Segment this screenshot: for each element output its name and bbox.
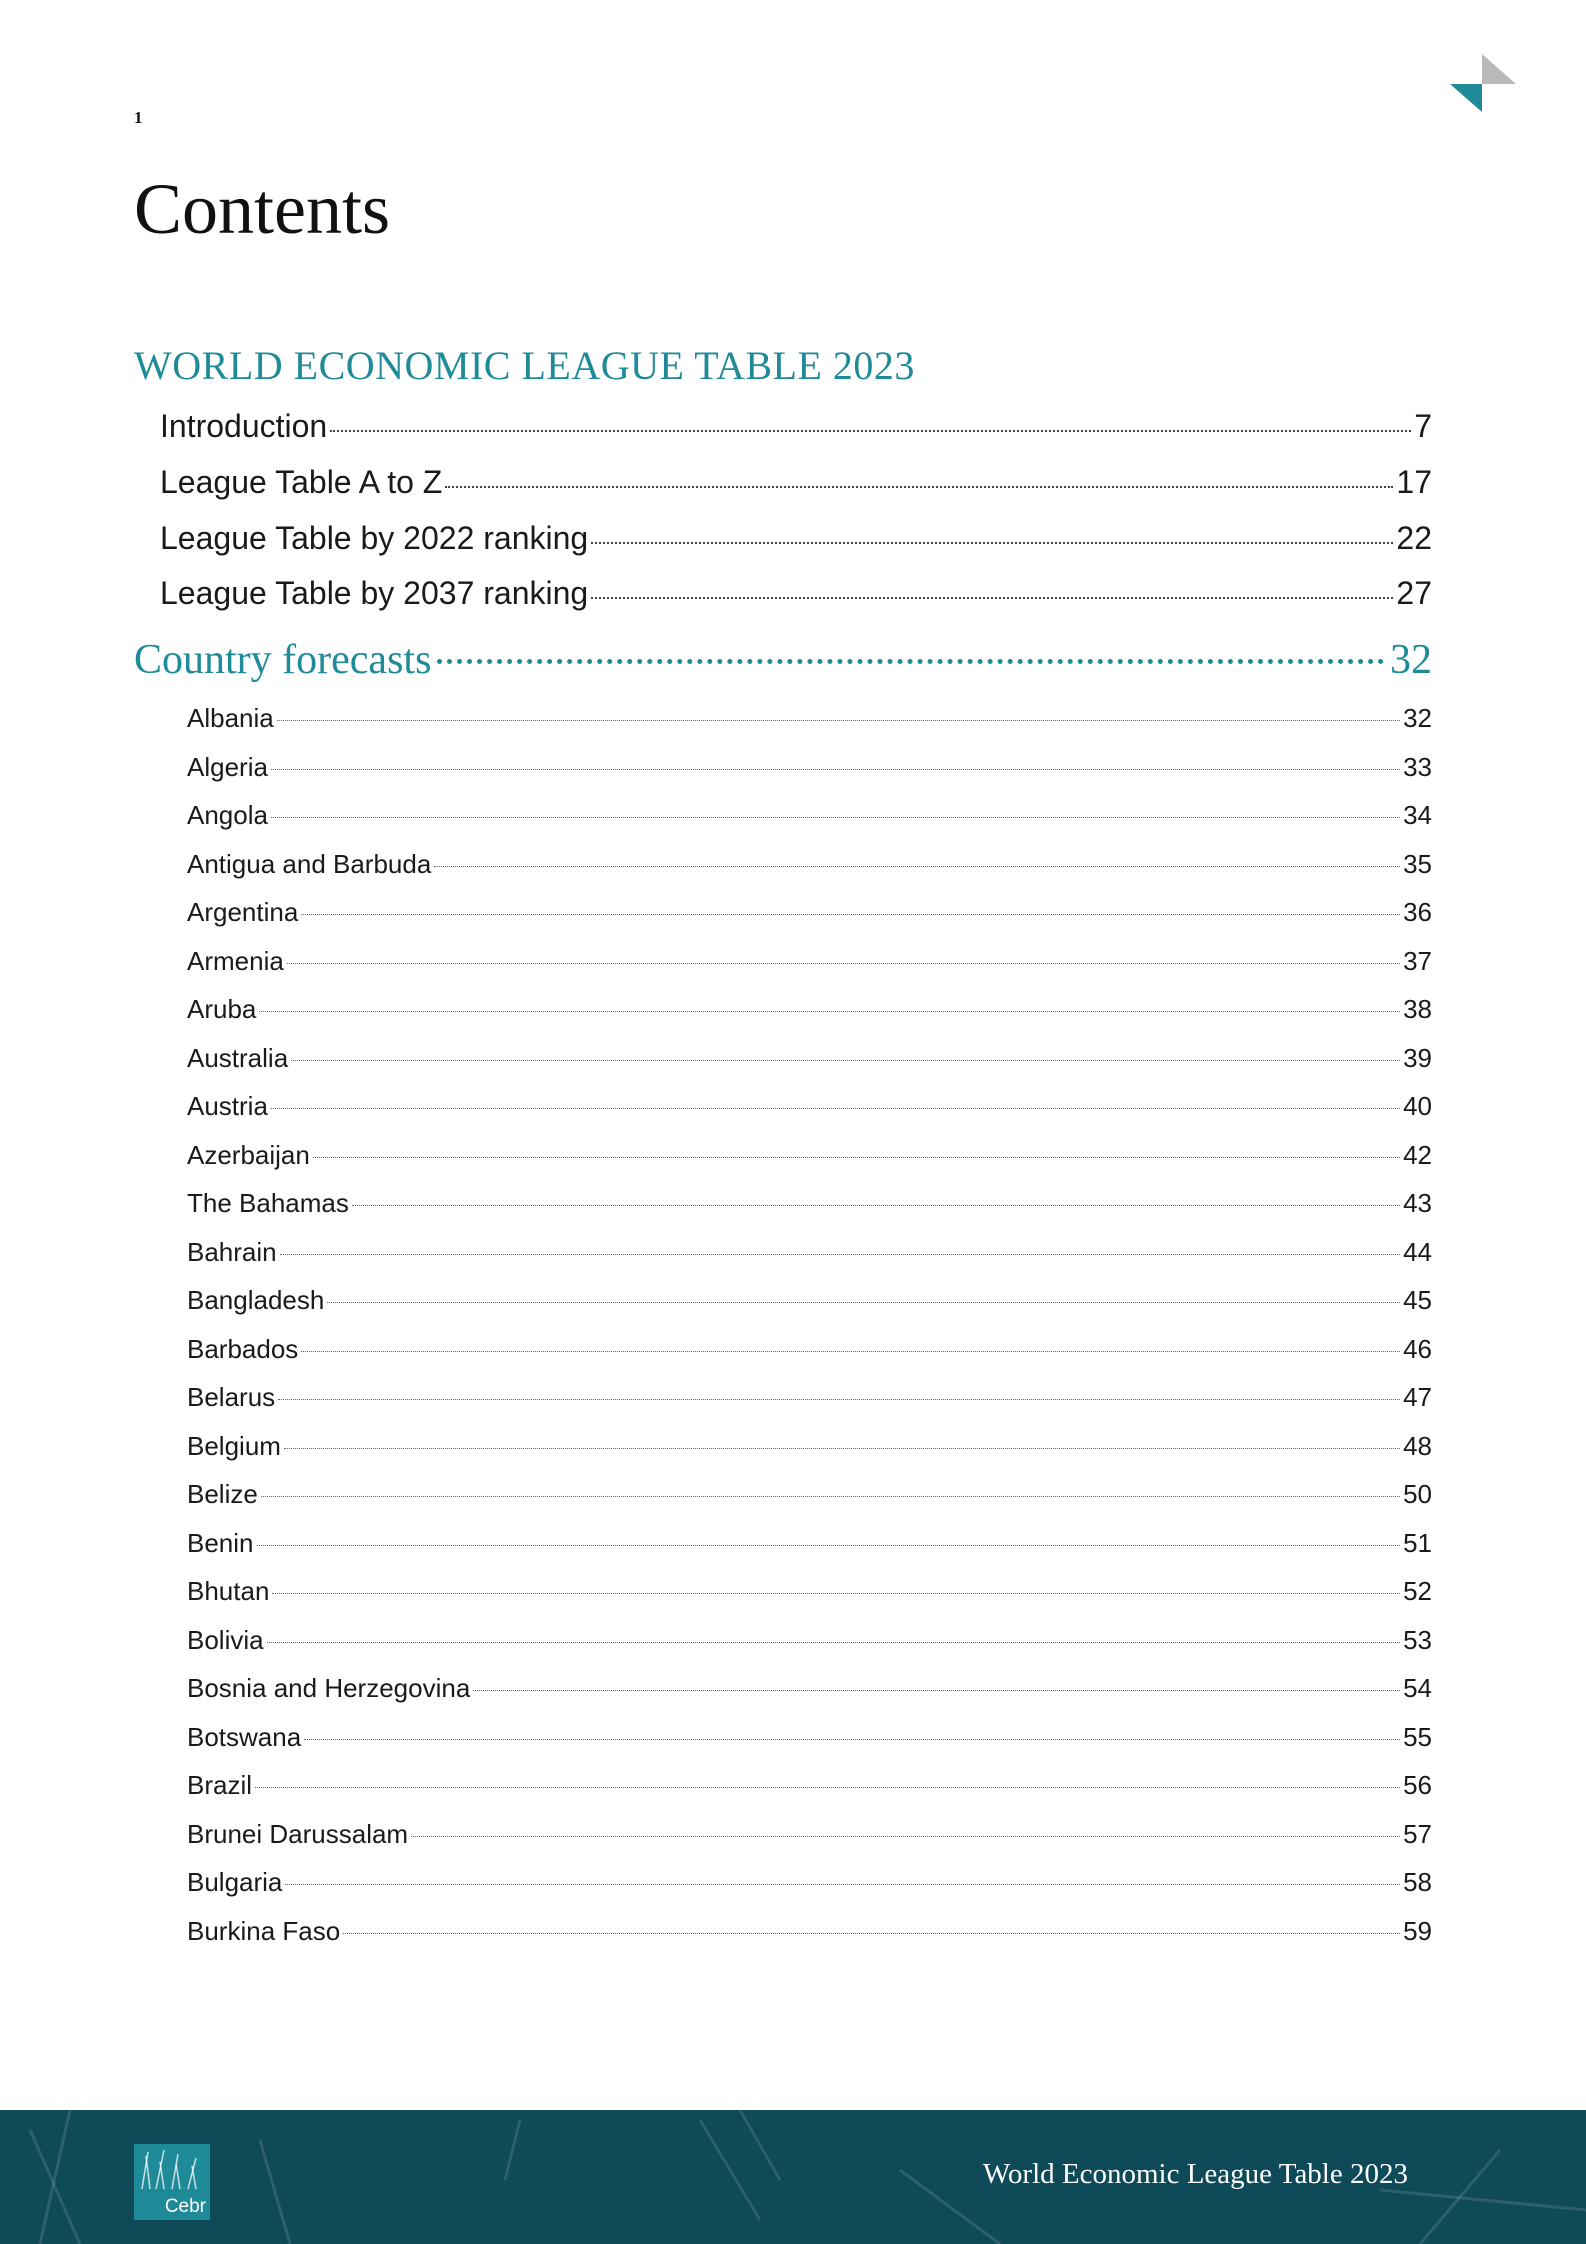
toc-entry-country[interactable] bbox=[187, 1140, 1432, 1176]
toc-entry-label: Brazil bbox=[187, 1770, 253, 1800]
dot-leader bbox=[257, 1545, 1401, 1546]
toc-entry-label: Introduction bbox=[160, 408, 328, 444]
toc-entry-country[interactable] bbox=[187, 1479, 1432, 1515]
toc-entry-country[interactable] bbox=[187, 1285, 1432, 1321]
dot-leader bbox=[259, 1011, 1400, 1012]
toc-entry-label: Armenia bbox=[187, 945, 284, 976]
toc-entry-label: Bosnia and Herzegovina bbox=[187, 1673, 471, 1703]
toc-entry-country[interactable] bbox=[187, 1916, 1432, 1952]
toc-entry-label: Algeria bbox=[187, 751, 268, 782]
toc-entry-label: Angola bbox=[187, 800, 268, 830]
dot-leader bbox=[278, 1399, 1400, 1400]
toc-entry-country[interactable] bbox=[187, 1382, 1432, 1418]
toc-entry-label: Benin bbox=[187, 1527, 254, 1558]
dot-leader bbox=[271, 769, 1400, 770]
toc-entry-page: 36 bbox=[1403, 897, 1432, 927]
toc-entry-country[interactable] bbox=[187, 1770, 1432, 1806]
toc-entry-country[interactable] bbox=[187, 849, 1432, 885]
toc-entry-label: Bulgaria bbox=[187, 1867, 283, 1897]
dot-leader bbox=[304, 1739, 1400, 1740]
toc-entry-page: 54 bbox=[1403, 1673, 1432, 1703]
dot-leader bbox=[301, 914, 1400, 915]
toc-entry-label: League Table A to Z bbox=[160, 464, 443, 500]
toc-entry-page: 39 bbox=[1403, 1042, 1432, 1073]
cebr-logo bbox=[134, 2144, 210, 2220]
toc-entry-label: Belarus bbox=[187, 1382, 276, 1412]
dot-leader bbox=[267, 1642, 1400, 1643]
corner-logo-icon bbox=[1448, 54, 1516, 114]
toc-entry-label: Barbados bbox=[187, 1333, 299, 1364]
toc-entry-country[interactable] bbox=[187, 703, 1432, 739]
toc-entry-page: 55 bbox=[1403, 1721, 1432, 1752]
dot-leader bbox=[434, 866, 1400, 867]
dot-leader bbox=[330, 430, 1411, 432]
toc-entry-country[interactable] bbox=[187, 897, 1432, 933]
toc-entry-label: Austria bbox=[187, 1091, 268, 1121]
toc-entry-label: Australia bbox=[187, 1042, 289, 1073]
dot-leader bbox=[285, 1884, 1400, 1885]
toc-entry-label: Brunei Darussalam bbox=[187, 1818, 409, 1849]
toc-entry-page: 40 bbox=[1403, 1091, 1432, 1121]
toc-entry-page: 37 bbox=[1403, 945, 1432, 976]
dot-leader bbox=[591, 542, 1393, 544]
toc-entry-page: 57 bbox=[1403, 1818, 1432, 1849]
toc-entry-label: Argentina bbox=[187, 897, 299, 927]
dot-leader bbox=[284, 1448, 1400, 1449]
toc-entry-country[interactable] bbox=[187, 946, 1432, 982]
toc-entry-label: Belize bbox=[187, 1479, 258, 1509]
toc-entry-label: Bangladesh bbox=[187, 1285, 325, 1315]
dot-leader bbox=[271, 1108, 1400, 1109]
toc-entry-page: 51 bbox=[1403, 1527, 1432, 1558]
toc-entry-page: 59 bbox=[1403, 1915, 1432, 1946]
toc-entry-country[interactable] bbox=[187, 1673, 1432, 1709]
toc-entry-page: 32 bbox=[1390, 637, 1432, 683]
toc-entry-label: Azerbaijan bbox=[187, 1139, 310, 1170]
toc-entry-country[interactable] bbox=[187, 1722, 1432, 1758]
toc-entry-league-table-a-to-z[interactable] bbox=[160, 464, 1432, 508]
grass-icon bbox=[134, 2144, 210, 2194]
toc-entry-country[interactable] bbox=[187, 1819, 1432, 1855]
toc-entry-label: Bolivia bbox=[187, 1624, 264, 1655]
toc-entry-country[interactable] bbox=[187, 1334, 1432, 1370]
toc-entry-label: Aruba bbox=[187, 994, 257, 1024]
dot-leader bbox=[255, 1787, 1400, 1788]
toc-entry-page: 46 bbox=[1403, 1333, 1432, 1364]
toc-entry-page: 48 bbox=[1403, 1430, 1432, 1461]
dot-leader bbox=[287, 963, 1400, 964]
toc-entry-page: 17 bbox=[1396, 464, 1432, 500]
toc-entry-country[interactable] bbox=[187, 1576, 1432, 1612]
toc-entry-country[interactable] bbox=[187, 752, 1432, 788]
toc-entry-country[interactable] bbox=[187, 1867, 1432, 1903]
dot-leader bbox=[445, 486, 1393, 488]
toc-entry-label: League Table by 2022 ranking bbox=[160, 520, 589, 556]
toc-entry-country[interactable] bbox=[187, 1431, 1432, 1467]
cebr-logo-text: Cebr bbox=[164, 2196, 206, 2217]
toc-entry-label: Bahrain bbox=[187, 1236, 277, 1267]
dot-leader bbox=[313, 1157, 1400, 1158]
toc-entry-page: 50 bbox=[1403, 1479, 1432, 1509]
dot-leader bbox=[327, 1302, 1400, 1303]
toc-entry-label: Country forecasts bbox=[134, 637, 432, 683]
toc-entry-page: 38 bbox=[1403, 994, 1432, 1024]
toc-entry-page: 7 bbox=[1414, 408, 1432, 444]
dot-leader bbox=[261, 1496, 1400, 1497]
dot-leader bbox=[291, 1060, 1400, 1061]
toc-entry-label: Albania bbox=[187, 703, 274, 733]
toc-entry-country[interactable] bbox=[187, 1237, 1432, 1273]
toc-entry-country[interactable] bbox=[187, 1188, 1432, 1224]
dot-leader bbox=[352, 1205, 1400, 1206]
toc-entry-label: Burkina Faso bbox=[187, 1915, 341, 1946]
toc-entry-page: 27 bbox=[1396, 575, 1432, 611]
toc-entry-label: Antigua and Barbuda bbox=[187, 848, 432, 879]
toc-entry-label: Botswana bbox=[187, 1721, 302, 1752]
toc-entry-page: 22 bbox=[1396, 520, 1432, 556]
toc-entry-league-table-2037[interactable] bbox=[160, 575, 1432, 619]
toc-entry-page: 32 bbox=[1403, 703, 1432, 733]
page-title: Contents bbox=[134, 169, 391, 249]
page-number: 1 bbox=[134, 108, 143, 127]
dot-leader bbox=[271, 817, 1400, 818]
section-heading: WORLD ECONOMIC LEAGUE TABLE 2023 bbox=[134, 343, 915, 388]
dot-leader bbox=[473, 1690, 1400, 1691]
toc-entry-label: The Bahamas bbox=[187, 1188, 349, 1218]
footer bbox=[0, 2110, 1586, 2244]
dot-leader bbox=[272, 1593, 1400, 1594]
toc-entry-page: 35 bbox=[1403, 848, 1432, 879]
toc-entry-country[interactable] bbox=[187, 1043, 1432, 1079]
toc-entry-page: 47 bbox=[1403, 1382, 1432, 1412]
dot-leader bbox=[343, 1933, 1400, 1934]
toc-entry-page: 56 bbox=[1403, 1770, 1432, 1800]
toc-entry-country[interactable] bbox=[187, 800, 1432, 836]
toc-entry-label: League Table by 2037 ranking bbox=[160, 575, 589, 611]
toc-entry-page: 52 bbox=[1403, 1576, 1432, 1606]
dot-leader bbox=[280, 1254, 1400, 1255]
toc-entry-country[interactable] bbox=[187, 994, 1432, 1030]
toc-entry-league-table-2022[interactable] bbox=[160, 520, 1432, 564]
dot-leader bbox=[437, 659, 1384, 664]
toc-entry-page: 43 bbox=[1403, 1188, 1432, 1218]
dot-leader bbox=[411, 1836, 1400, 1837]
toc-entry-country[interactable] bbox=[187, 1625, 1432, 1661]
toc-entry-page: 58 bbox=[1403, 1867, 1432, 1897]
toc-entry-page: 42 bbox=[1403, 1139, 1432, 1170]
dot-leader bbox=[301, 1351, 1400, 1352]
toc-entry-country[interactable] bbox=[187, 1528, 1432, 1564]
toc-entry-label: Bhutan bbox=[187, 1576, 270, 1606]
toc-entry-introduction[interactable] bbox=[160, 408, 1432, 452]
toc-entry-page: 33 bbox=[1403, 751, 1432, 782]
toc-entry-country-forecasts[interactable] bbox=[134, 636, 1432, 692]
toc-entry-country[interactable] bbox=[187, 1091, 1432, 1127]
toc-entry-page: 53 bbox=[1403, 1624, 1432, 1655]
dot-leader bbox=[277, 720, 1400, 721]
footer-title: World Economic League Table 2023 bbox=[982, 2158, 1408, 2190]
dot-leader bbox=[591, 597, 1393, 599]
toc-entry-label: Belgium bbox=[187, 1430, 281, 1461]
toc-entry-page: 44 bbox=[1403, 1236, 1432, 1267]
toc-entry-page: 34 bbox=[1403, 800, 1432, 830]
toc-entry-page: 45 bbox=[1403, 1285, 1432, 1315]
